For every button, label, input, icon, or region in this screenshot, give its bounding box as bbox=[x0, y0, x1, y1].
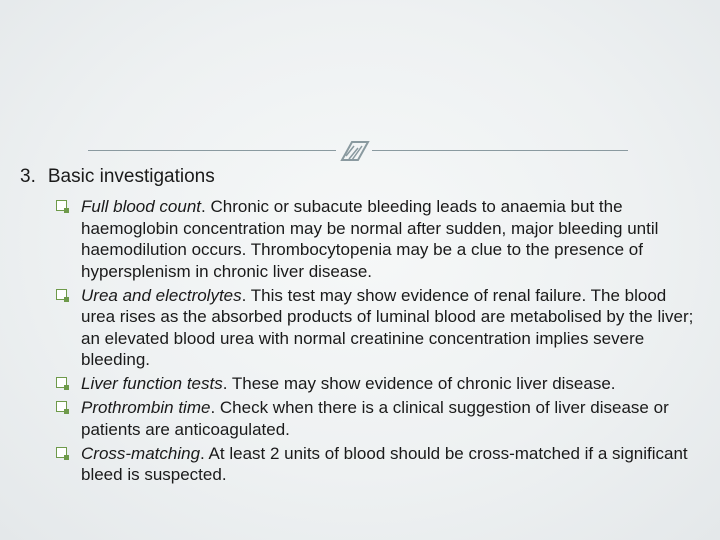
header-rule-left bbox=[88, 150, 336, 151]
checkbox-bullet-icon bbox=[56, 289, 67, 300]
header-rule-right bbox=[372, 150, 628, 151]
item-text: . This test may show evidence of renal failure. The blood urea rises as the absorbed products of luminal blood are metabolised by the liver; an elevated blood urea with normal creatinine concentration implies severe bleeding. bbox=[81, 285, 694, 369]
list-item bbox=[56, 373, 696, 395]
item-text: . These may show evidence of chronic liver disease. bbox=[222, 374, 616, 393]
investigations-list bbox=[56, 196, 696, 488]
item-term: Liver function tests bbox=[81, 374, 223, 393]
section-number: 3. bbox=[20, 166, 36, 187]
section-heading bbox=[20, 166, 215, 188]
item-term: Cross-matching bbox=[81, 443, 201, 463]
list-item bbox=[56, 285, 696, 371]
item-text: . At least 2 units of blood should be cross-matched if a significant bleed is suspected. bbox=[81, 443, 688, 484]
item-text: . Chronic or subacute bleeding leads to anaemia but the haemoglobin concentration may be normal after sudden, major bleeding until haemodilution occurs. Thrombocytopenia may be a clue to the presence of hypersplenism in chronic liver disease. bbox=[81, 197, 659, 281]
list-item bbox=[56, 443, 696, 486]
section-title: Basic investigations bbox=[47, 166, 215, 187]
item-text: . Check when there is a clinical suggestion of liver disease or patients are anticoagulated. bbox=[81, 398, 669, 439]
item-term: Full blood count bbox=[81, 197, 202, 216]
checkbox-bullet-icon bbox=[56, 447, 67, 458]
item-term: Urea and electrolytes bbox=[81, 285, 242, 305]
checkbox-bullet-icon bbox=[56, 401, 67, 412]
item-term: Prothrombin time bbox=[81, 398, 211, 417]
list-item bbox=[56, 196, 696, 282]
list-item bbox=[56, 397, 696, 440]
book-flourish-icon bbox=[338, 138, 372, 164]
checkbox-bullet-icon bbox=[56, 377, 67, 388]
checkbox-bullet-icon bbox=[56, 200, 67, 211]
